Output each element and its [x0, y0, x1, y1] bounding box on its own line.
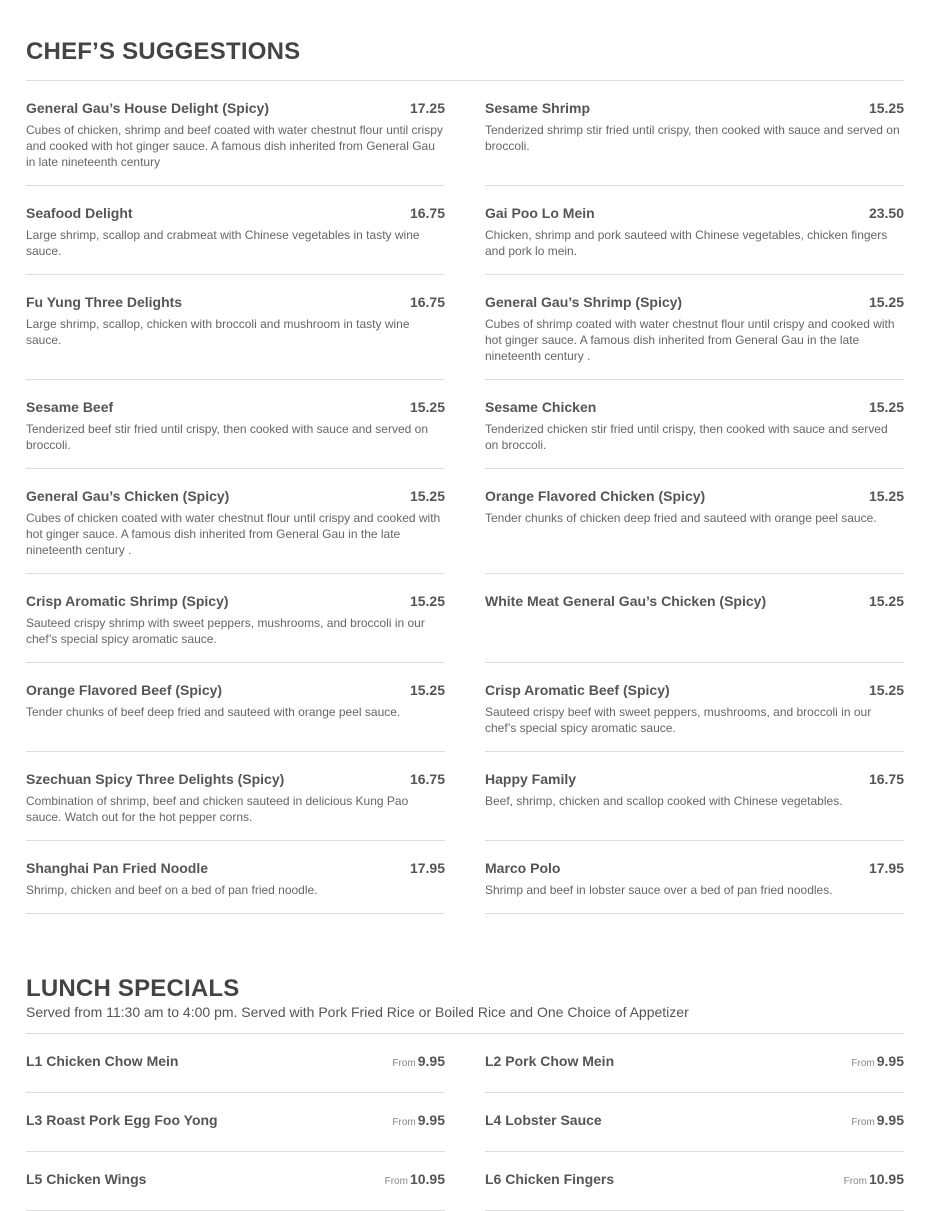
menu-item-header — [485, 681, 904, 699]
menu-row — [26, 275, 904, 380]
menu-item-price: 15.25 — [868, 488, 904, 504]
lunch-item[interactable] — [26, 1093, 445, 1152]
lunch-item[interactable] — [485, 1152, 904, 1211]
menu-item-header — [26, 99, 445, 117]
menu-item-header — [485, 293, 904, 311]
menu-item-name: Szechuan Spicy Three Delights (Spicy) — [26, 771, 285, 787]
menu-item[interactable] — [26, 841, 445, 914]
menu-item[interactable] — [26, 469, 445, 574]
menu-item-price-group — [851, 1052, 904, 1073]
from-label: From — [392, 1117, 416, 1128]
menu-item-header — [26, 293, 445, 311]
lunch-items — [26, 1034, 904, 1211]
menu-item-price-group — [385, 1170, 445, 1191]
menu-item-header — [26, 681, 445, 699]
menu-item-name: Fu Yung Three Delights — [26, 294, 183, 310]
menu-item-price: 9.95 — [876, 1053, 904, 1069]
lunch-specials-section — [26, 975, 904, 1211]
menu-item-name: White Meat General Gau’s Chicken (Spicy) — [485, 593, 767, 609]
menu-item[interactable] — [485, 752, 904, 841]
menu-row — [26, 841, 904, 914]
from-label: From — [851, 1117, 875, 1128]
menu-row — [26, 1034, 904, 1093]
menu-item[interactable] — [26, 380, 445, 469]
menu-item-price: 9.95 — [876, 1112, 904, 1128]
menu-item[interactable] — [26, 752, 445, 841]
menu-item-header — [26, 1170, 445, 1191]
menu-item-header — [485, 99, 904, 117]
from-label: From — [392, 1058, 416, 1069]
menu-item-header — [26, 1111, 445, 1132]
menu-item-price: 15.25 — [868, 399, 904, 415]
menu-item-header — [485, 859, 904, 877]
menu-item-price: 15.25 — [868, 593, 904, 609]
menu-item[interactable] — [26, 81, 445, 186]
menu-item-header — [485, 204, 904, 222]
menu-item-name: Crisp Aromatic Beef (Spicy) — [485, 682, 670, 698]
menu-item-description: Tender chunks of chicken deep fried and sauteed with orange peel sauce. — [485, 511, 877, 525]
menu-item-price-group — [392, 1111, 445, 1132]
menu-item-header — [485, 487, 904, 505]
menu-item-price-group — [851, 1111, 904, 1132]
menu-item-header — [26, 1052, 445, 1073]
chef-items — [26, 81, 904, 914]
menu-item-price-group — [844, 1170, 904, 1191]
menu-item-price: 9.95 — [417, 1053, 445, 1069]
menu-row — [26, 380, 904, 469]
menu-item-price: 15.25 — [409, 399, 445, 415]
menu-item-header — [485, 592, 904, 610]
menu-item-name: Shanghai Pan Fried Noodle — [26, 860, 209, 876]
menu-item-header — [26, 592, 445, 610]
section-title: LUNCH SPECIALS — [26, 975, 240, 1002]
menu-item-header — [485, 1170, 904, 1191]
menu-item-name: General Gau’s Chicken (Spicy) — [26, 488, 230, 504]
menu-item-price: 9.95 — [417, 1112, 445, 1128]
menu-item[interactable] — [485, 663, 904, 752]
menu-item-description: Combination of shrimp, beef and chicken sauteed in delicious Kung Pao sauce. Watch out for the hot pepper corns. — [26, 794, 409, 824]
menu-item-name: Seafood Delight — [26, 205, 133, 221]
menu-item-description: Cubes of chicken coated with water chestnut flour until crispy and cooked with hot ginger sauce. A famous dish inherited from General Gau in the late nineteenth century . — [26, 511, 441, 557]
menu-item-header — [485, 1111, 904, 1132]
from-label: From — [851, 1058, 875, 1069]
menu-item-description: Large shrimp, scallop, chicken with broccoli and mushroom in tasty wine sauce. — [26, 317, 410, 347]
menu-item-price: 16.75 — [868, 771, 904, 787]
menu-item-price: 16.75 — [409, 294, 445, 310]
menu-item-header — [485, 398, 904, 416]
section-title: CHEF’S SUGGESTIONS — [26, 38, 301, 65]
menu-item-name: Orange Flavored Chicken (Spicy) — [485, 488, 706, 504]
menu-item-price: 23.50 — [868, 205, 904, 221]
menu-item-header — [26, 859, 445, 877]
menu-item-price: 17.95 — [868, 860, 904, 876]
menu-item-price: 17.25 — [409, 100, 445, 116]
from-label: From — [843, 1176, 867, 1187]
menu-item-price: 15.25 — [868, 682, 904, 698]
menu-item-name: L4 Lobster Sauce — [485, 1112, 602, 1128]
section-subtitle: Served from 11:30 am to 4:00 pm. Served with Pork Fried Rice or Boiled Rice and One Choice of Appetizer — [26, 1004, 689, 1020]
menu-item-name: L1 Chicken Chow Mein — [26, 1053, 179, 1069]
menu-item-description: Sauteed crispy beef with sweet peppers, mushrooms, and broccoli in our chef’s special spicy aromatic sauce. — [485, 705, 872, 735]
lunch-item[interactable] — [26, 1034, 445, 1093]
menu-item-price: 10.95 — [409, 1171, 445, 1187]
menu-item-header — [26, 487, 445, 505]
chef-suggestions-section — [26, 38, 904, 914]
menu-item-description: Tenderized shrimp stir fried until crispy, then cooked with sauce and served on broccoli. — [485, 123, 900, 153]
menu-item-description: Tenderized chicken stir fried until crispy, then cooked with sauce and served on broccoli. — [485, 422, 888, 452]
menu-item[interactable] — [26, 663, 445, 752]
menu-item-name: Gai Poo Lo Mein — [485, 205, 595, 221]
menu-item-name: Orange Flavored Beef (Spicy) — [26, 682, 223, 698]
menu-item[interactable] — [485, 81, 904, 186]
menu-item-description: Large shrimp, scallop and crabmeat with Chinese vegetables in tasty wine sauce. — [26, 228, 420, 258]
menu-item-price: 15.25 — [409, 682, 445, 698]
menu-item-price: 10.95 — [868, 1171, 904, 1187]
from-label: From — [384, 1176, 408, 1187]
lunch-item[interactable] — [485, 1093, 904, 1152]
menu-item-name: Crisp Aromatic Shrimp (Spicy) — [26, 593, 229, 609]
menu-row — [26, 1152, 904, 1211]
lunch-item[interactable] — [26, 1152, 445, 1211]
menu-item-name: Sesame Beef — [26, 399, 114, 415]
menu-item[interactable] — [485, 469, 904, 574]
menu-row — [26, 1093, 904, 1152]
menu-item-name: Sesame Chicken — [485, 399, 597, 415]
menu-item[interactable] — [26, 574, 445, 663]
menu-item-header — [26, 770, 445, 788]
menu-item-name: Sesame Shrimp — [485, 100, 591, 116]
menu-row — [26, 663, 904, 752]
menu-item[interactable] — [485, 275, 904, 380]
menu-item[interactable] — [485, 841, 904, 914]
menu-row — [26, 81, 904, 186]
menu-item-description: Tender chunks of beef deep fried and sauteed with orange peel sauce. — [26, 705, 401, 719]
menu-item-header — [485, 1052, 904, 1073]
menu-item-price: 16.75 — [409, 205, 445, 221]
menu-item-price: 15.25 — [868, 100, 904, 116]
menu-item-price: 16.75 — [409, 771, 445, 787]
menu-item-price: 17.95 — [409, 860, 445, 876]
menu-row — [26, 186, 904, 275]
menu-row — [26, 469, 904, 574]
menu-item-name: Happy Family — [485, 771, 577, 787]
menu-item-description: Tenderized beef stir fried until crispy, then cooked with sauce and served on broccoli. — [26, 422, 428, 452]
menu-item-header — [26, 204, 445, 222]
menu-item-name: General Gau’s House Delight (Spicy) — [26, 100, 269, 116]
menu-item-name: L5 Chicken Wings — [26, 1171, 147, 1187]
menu-item-description: Sauteed crispy shrimp with sweet peppers, mushrooms, and broccoli in our chef’s special spicy aromatic sauce. — [26, 616, 425, 646]
menu-item-description: Chicken, shrimp and pork sauteed with Chinese vegetables, chicken fingers and pork lo mein. — [485, 228, 888, 258]
menu-item-price: 15.25 — [409, 593, 445, 609]
menu-row — [26, 752, 904, 841]
lunch-item[interactable] — [485, 1034, 904, 1093]
menu-row — [26, 574, 904, 663]
menu-item-description: Shrimp and beef in lobster sauce over a bed of pan fried noodles. — [485, 883, 833, 897]
menu-item-price: 15.25 — [868, 294, 904, 310]
menu-item-description: Beef, shrimp, chicken and scallop cooked with Chinese vegetables. — [485, 794, 843, 808]
menu-item-header — [485, 770, 904, 788]
menu-item[interactable] — [26, 275, 445, 380]
menu-item-name: General Gau’s Shrimp (Spicy) — [485, 294, 683, 310]
menu-item[interactable] — [485, 186, 904, 275]
menu-item-name: L2 Pork Chow Mein — [485, 1053, 615, 1069]
menu-item-price-group — [392, 1052, 445, 1073]
menu-item-header — [26, 398, 445, 416]
menu-item-description: Cubes of shrimp coated with water chestnut flour until crispy and cooked with hot ginger sauce. A famous dish inherited from General Gau in the late nineteenth century . — [485, 317, 895, 363]
menu-item-name: L3 Roast Pork Egg Foo Yong — [26, 1112, 218, 1128]
menu-item-description: Shrimp, chicken and beef on a bed of pan fried noodle. — [26, 883, 318, 897]
menu-item[interactable] — [26, 186, 445, 275]
menu-item-price: 15.25 — [409, 488, 445, 504]
menu-item-name: Marco Polo — [485, 860, 561, 876]
menu-item-name: L6 Chicken Fingers — [485, 1171, 615, 1187]
menu-item[interactable] — [485, 574, 904, 663]
menu-item-description: Cubes of chicken, shrimp and beef coated with water chestnut flour until crispy and cooked with hot ginger sauce. A famous dish inherited from General Gau in late nineteenth century — [26, 123, 443, 169]
menu-item[interactable] — [485, 380, 904, 469]
